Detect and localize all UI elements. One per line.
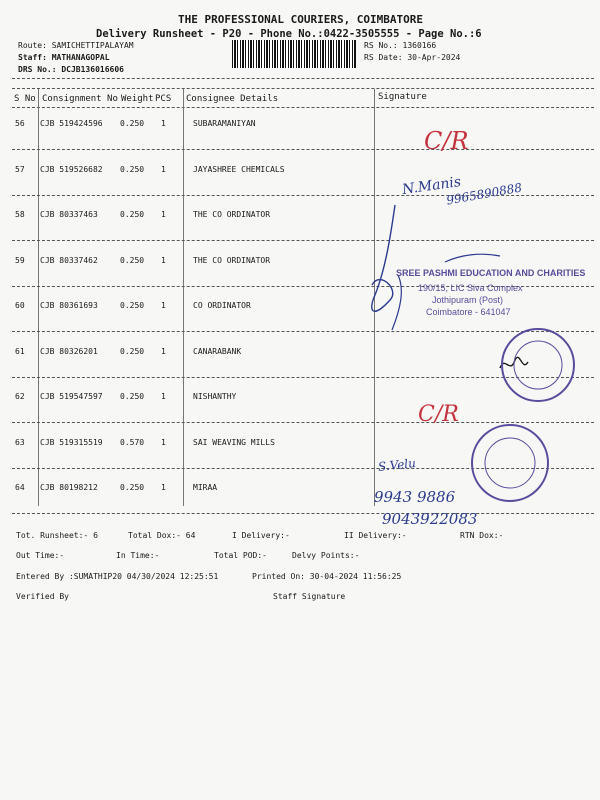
row-weight: 0.250 [120, 164, 145, 174]
row-consignment-no: CJB 519526682 [40, 164, 103, 174]
round-seal [472, 425, 548, 501]
row-pcs: 1 [161, 164, 166, 174]
printed-on: Printed On: 30-04-2024 11:56:25 [252, 572, 402, 581]
col-consignment: Consignment No [42, 94, 118, 104]
row-consignment-no: CJB 80337463 [40, 210, 98, 219]
company-title: THE PROFESSIONAL COURIERS, COIMBATORE [178, 13, 424, 26]
row-consignee: MIRAA [193, 483, 218, 492]
row-consignee: SAI WEAVING MILLS [193, 437, 275, 447]
col-weight: Weight [121, 94, 154, 104]
row-pcs: 1 [161, 346, 166, 356]
stamp-line: Jothipuram (Post) [432, 295, 504, 305]
row-weight: 0.250 [120, 392, 145, 401]
rtn-dox: RTN Dox:- [460, 531, 504, 540]
row-consignment-no: CJB 80326201 [40, 346, 98, 356]
col-signature: Signature [378, 92, 427, 102]
row-consignment-no: CJB 80198212 [40, 483, 98, 492]
row-pcs: 1 [161, 255, 166, 265]
row-weight: 0.570 [120, 437, 145, 447]
col-consignee: Consignee Details [186, 94, 279, 104]
row-sno: 57 [15, 164, 25, 174]
row-consignment-no: CJB 519424596 [40, 119, 103, 128]
staff-signature: Staff Signature [273, 592, 346, 601]
ii-delivery: II Delivery:- [344, 531, 407, 540]
tot-runsheet: Tot. Runsheet:- 6 [16, 531, 98, 540]
i-delivery: I Delivery:- [232, 531, 290, 540]
row-weight: 0.250 [120, 119, 145, 128]
stamp-line: SREE PASHMI EDUCATION AND CHARITIES [396, 268, 586, 278]
row-pcs: 1 [161, 210, 166, 219]
col-pcs: PCS [155, 94, 172, 104]
runsheet-subtitle: Delivery Runsheet - P20 - Phone No.:0422-3505555 - Page No.:6 [96, 28, 482, 40]
row-pcs: 1 [161, 483, 166, 492]
row-sno: 60 [15, 301, 25, 310]
row-pcs: 1 [161, 119, 166, 128]
row-consignee: THE CO ORDINATOR [193, 210, 271, 219]
total-dox: Total Dox:- 64 [128, 531, 196, 540]
drs-label: DRS No.: DCJB136016606 [18, 65, 124, 74]
row-pcs: 1 [161, 301, 166, 310]
staff-label: Staff: MATHANAGOPAL [18, 53, 110, 62]
pen-scribble [392, 275, 401, 330]
row-weight: 0.250 [120, 255, 145, 265]
in-time: In Time:- [116, 551, 160, 560]
out-time: Out Time:- [16, 551, 65, 560]
row-consignee: SUBARAMANIYAN [193, 119, 256, 128]
row-sno: 63 [15, 437, 25, 447]
handwritten-phone: 9043922083 [382, 510, 478, 528]
row-consignee: JAYASHREE CHEMICALS [193, 164, 285, 174]
row-sno: 64 [15, 483, 25, 492]
pen-scribble [445, 254, 500, 262]
row-sno: 59 [15, 255, 25, 265]
entered-by: Entered By :SUMATHIP20 04/30/2024 12:25:51 [16, 572, 219, 581]
stamp-line: Coimbatore - 641047 [426, 307, 511, 317]
row-sno: 61 [15, 346, 25, 356]
handwritten-note: C/R [418, 402, 459, 427]
total-pod: Total POD:- [214, 551, 267, 560]
pen-scribble [372, 205, 395, 311]
row-consignment-no: CJB 519547597 [40, 392, 103, 401]
row-weight: 0.250 [120, 346, 145, 356]
row-consignment-no: CJB 80361693 [40, 301, 98, 310]
rs-date: RS Date: 30-Apr-2024 [364, 53, 461, 62]
route-label: Route: SAMICHETTIPALAYAM [18, 41, 134, 50]
delvy-points: Delvy Points:- [292, 551, 360, 560]
row-pcs: 1 [161, 437, 166, 447]
row-consignee: CO ORDINATOR [193, 301, 251, 310]
row-sno: 58 [15, 210, 25, 219]
row-weight: 0.250 [120, 210, 145, 219]
row-pcs: 1 [161, 392, 166, 401]
handwritten-name: N.Manis [401, 173, 462, 199]
row-consignee: NISHANTHY [193, 392, 237, 401]
rs-no: RS No.: 1360166 [364, 41, 437, 50]
row-consignment-no: CJB 519315519 [40, 437, 103, 447]
row-sno: 56 [15, 119, 25, 128]
verified-by: Verified By [16, 592, 69, 601]
handwritten-name: S.Velu [377, 456, 417, 474]
handwritten-phone: 9943 9886 [374, 488, 456, 506]
round-seal [514, 341, 562, 389]
row-consignee: THE CO ORDINATOR [193, 255, 271, 265]
round-seal [485, 438, 535, 488]
row-consignment-no: CJB 80337462 [40, 255, 98, 265]
stamp-line: 190/15, LIC Siva Complex [418, 283, 523, 293]
row-sno: 62 [15, 392, 25, 401]
row-consignee: CANARABANK [193, 346, 242, 356]
row-weight: 0.250 [120, 483, 145, 492]
handwritten-phone: 9965890888 [445, 180, 523, 208]
col-sno: S No [14, 94, 36, 104]
handwritten-note: C/R [424, 127, 469, 155]
row-weight: 0.250 [120, 301, 145, 310]
